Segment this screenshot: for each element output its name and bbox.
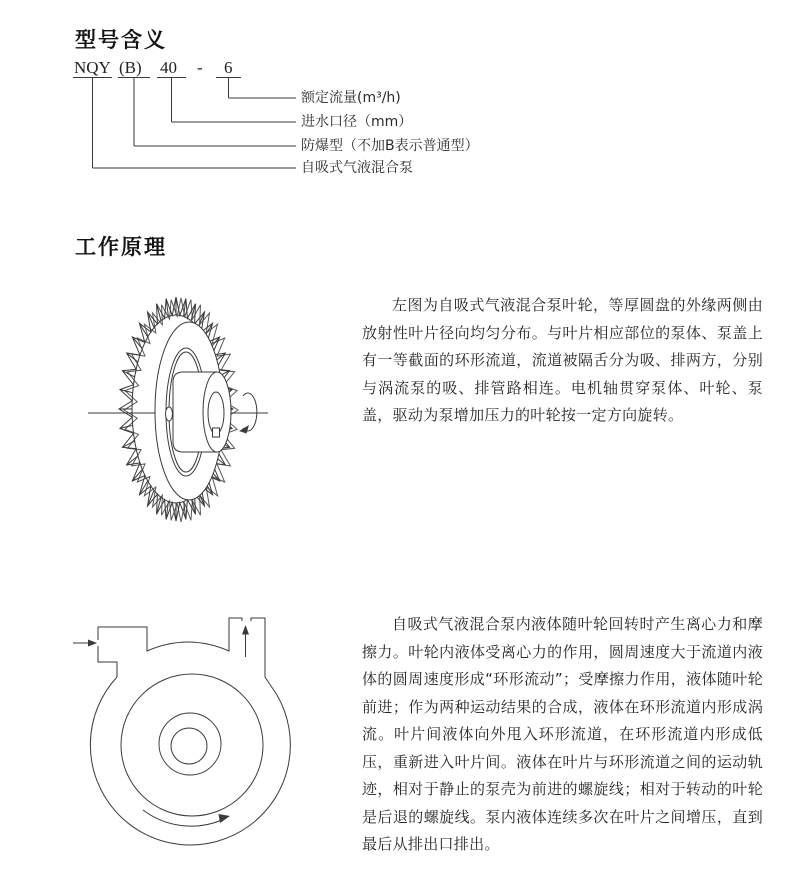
- casing-outline: [90, 677, 290, 845]
- keyway: [213, 428, 220, 437]
- hub-circle: [159, 713, 221, 775]
- model-code-segment-nqy: NQY: [74, 58, 111, 77]
- inlet-port-outline: [98, 618, 242, 651]
- principle-paragraph-2: 自吸式气液混合泵内液体随叶轮回转时产生离心力和摩擦力。叶轮内液体受离心力的作用，圆周速度大于流道内液体的圆周速度形成“环形流动”；受摩擦力作用，液体随叶轮前进；作为两种运动结果的合成，液体在环形流道内形成涡流。叶片间液体向外甩入环形流道，在环形流道内形成低压，重新进入叶片间。液体在叶片与环形流道之间的运动轨迹，相对于静止的泵壳为前进的螺旋线；相对于转动的叶轮是后退的螺旋线。泵内液体连续多次在叶片之间增压，直到最后从排出口排出。: [362, 615, 763, 853]
- outlet-arrowhead-icon: [242, 625, 249, 635]
- principle-section-heading: 工作原理: [75, 235, 167, 259]
- outlet-port-outline: [251, 618, 277, 695]
- annular-channel-circle: [121, 674, 263, 816]
- model-section-heading: 型号含义: [75, 28, 167, 52]
- inlet-port-lower-outline: [98, 646, 117, 677]
- model-code-segment-b: (B): [119, 58, 142, 77]
- model-callout-lines: [0, 0, 500, 200]
- pump-casing-figure: [60, 600, 300, 865]
- callout-pump-type: 自吸式气液混合泵: [301, 160, 413, 176]
- rotation-arrow-icon: [243, 393, 257, 431]
- rotation-direction-arrow-icon: [143, 810, 222, 826]
- inlet-arrowhead-icon: [88, 640, 97, 647]
- disc-hole: [166, 407, 173, 421]
- callout-inlet-diameter: 进水口径（mm）: [301, 114, 413, 130]
- model-code-segment-6: 6: [224, 58, 233, 77]
- model-code-segment-40: 40: [160, 58, 177, 77]
- rotation-direction-arrowhead-icon: [219, 814, 231, 823]
- shaft-circle: [171, 728, 207, 764]
- impeller-figure: [60, 270, 290, 540]
- rotation-arrowhead-icon: [239, 425, 249, 434]
- callout-rated-flow: 额定流量(m³/h): [301, 90, 401, 106]
- callout-explosion-proof: 防爆型（不加B表示普通型）: [301, 138, 479, 154]
- model-code-dash: -: [197, 58, 203, 77]
- principle-paragraph-1: 左图为自吸式气液混合泵叶轮，等厚圆盘的外缘两侧由放射性叶片径向均匀分布。与叶片相应部位的泵体、泵盖上有一等截面的环形流道，流道被隔舌分为吸、排两方，分别与涡流泵的吸、排管路相连。电机轴贯穿泵体、叶轮、泵盖，驱动为泵增加压力的叶轮按一定方向旋转。: [362, 296, 763, 424]
